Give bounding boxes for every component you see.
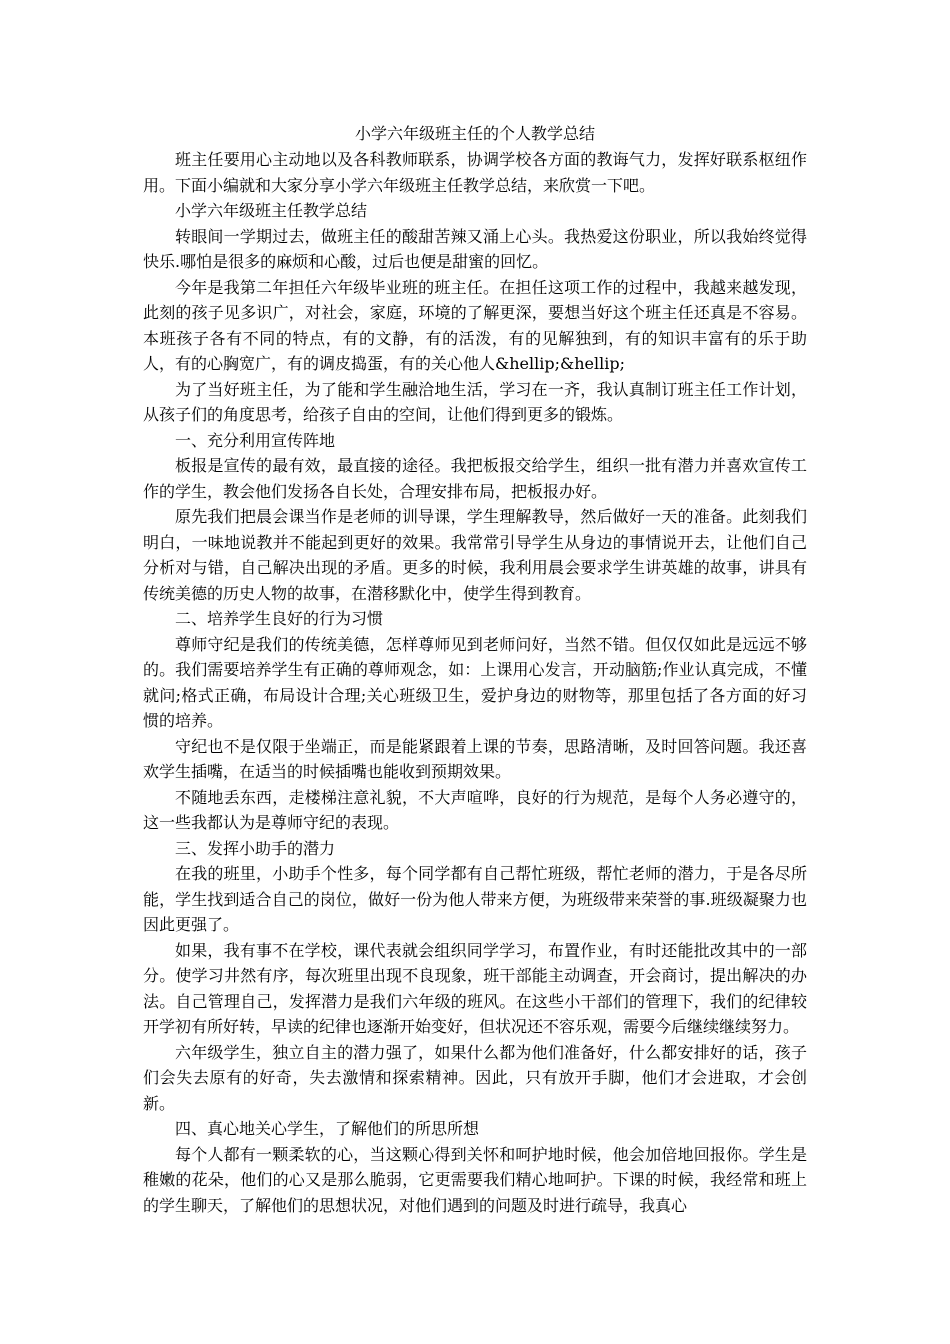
paragraph: 不随地丢东西，走楼梯注意礼貌，不大声喧哗，良好的行为规范，是每个人务必遵守的，这一些我都认为是尊师守纪的表现。 <box>143 787 807 832</box>
paragraph: 每个人都有一颗柔软的心，当这颗心得到关怀和呵护地时候，他会加倍地回报你。学生是稚嫩的花朵，他们的心又是那么脆弱，它更需要我们精心地呵护。下课的时候，我经常和班上的学生聊天，了解他们的思想状况，对他们遇到的问题及时进行疏导，我真心 <box>143 1144 807 1215</box>
document-body <box>143 120 807 1218</box>
document-title: 小学六年级班主任的个人教学总结 <box>354 124 595 143</box>
section-subtitle: 小学六年级班主任教学总结 <box>175 201 368 220</box>
section-heading-3: 三、发挥小助手的潜力 <box>175 838 336 858</box>
paragraph: 原先我们把晨会课当作是老师的训导课，学生理解教导，然后做好一天的准备。此刻我们明白，一味地说教并不能起到更好的效果。我常常引导学生从身边的事情说开去，让他们自己分析对与错，自己解决出现的矛盾。更多的时候，我利用晨会要求学生讲英雄的故事，讲具有传统美德的历史人物的故事，在潜移默化中，使学生得到教育。 <box>143 507 807 603</box>
paragraph: 转眼间一学期过去，做班主任的酸甜苦辣又涌上心头。我热爱这份职业，所以我始终觉得快乐.哪怕是很多的麻烦和心酸，过后也便是甜蜜的回忆。 <box>143 226 807 271</box>
paragraph: 板报是宣传的最有效，最直接的途径。我把板报交给学生，组织一批有潜力并喜欢宣传工作的学生，教会他们发扬各自长处，合理安排布局，把板报办好。 <box>143 456 807 501</box>
paragraph: 如果，我有事不在学校，课代表就会组织同学学习，布置作业，有时还能批改其中的一部分。使学习井然有序，每次班里出现不良现象，班干部能主动调查，开会商讨，提出解决的办法。自己管理自己，发挥潜力是我们六年级的班风。在这些小干部们的管理下，我们的纪律较开学初有所好转，早读的纪律也逐渐开始变好，但状况还不容乐观，需要今后继续继续努力。 <box>143 940 807 1036</box>
paragraph-intro: 班主任要用心主动地以及各科教师联系，协调学校各方面的教诲气力，发挥好联系枢纽作用。下面小编就和大家分享小学六年级班主任教学总结，来欣赏一下吧。 <box>143 150 807 195</box>
paragraph: 在我的班里，小助手个性多，每个同学都有自己帮忙班级，帮忙老师的潜力，于是各尽所能，学生找到适合自己的岗位，做好一份为他人带来方便，为班级带来荣誉的事.班级凝聚力也因此更强了。 <box>143 864 807 934</box>
paragraph: 今年是我第二年担任六年级毕业班的班主任。在担任这项工作的过程中，我越来越发现，此刻的孩子见多识广，对社会，家庭，环境的了解更深，要想当好这个班主任还真是不容易。本班孩子各有不同的特点，有的文静，有的活泼，有的见解独到，有的知识丰富有的乐于助人，有的心胸宽广，有的调皮捣蛋，有的关心他人&hellip;&hellip; <box>143 277 807 373</box>
section-heading-1: 一、充分利用宣传阵地 <box>175 430 336 450</box>
section-heading-4: 四、真心地关心学生，了解他们的所思所想 <box>175 1119 480 1138</box>
section-heading-2: 二、培养学生良好的行为习惯 <box>175 609 384 628</box>
paragraph: 六年级学生，独立自主的潜力强了，如果什么都为他们准备好，什么都安排好的话，孩子们会失去原有的好奇，失去激情和探索精神。因此，只有放开手脚，他们才会进取，才会创新。 <box>143 1042 807 1113</box>
paragraph: 为了当好班主任，为了能和学生融洽地生活，学习在一齐，我认真制订班主任工作计划，从孩子们的角度思考，给孩子自由的空间，让他们得到更多的锻炼。 <box>143 379 807 424</box>
paragraph: 尊师守纪是我们的传统美德，怎样尊师见到老师问好，当然不错。但仅仅如此是远远不够的。我们需要培养学生有正确的尊师观念，如：上课用心发言，开动脑筋;作业认真完成，不懂就问;格式正确，布局设计合理;关心班级卫生，爱护身边的财物等，那里包括了各方面的好习惯的培养。 <box>143 634 807 730</box>
paragraph: 守纪也不是仅限于坐端正，而是能紧跟着上课的节奏，思路清晰，及时回答问题。我还喜欢学生插嘴，在适当的时候插嘴也能收到预期效果。 <box>143 736 807 781</box>
